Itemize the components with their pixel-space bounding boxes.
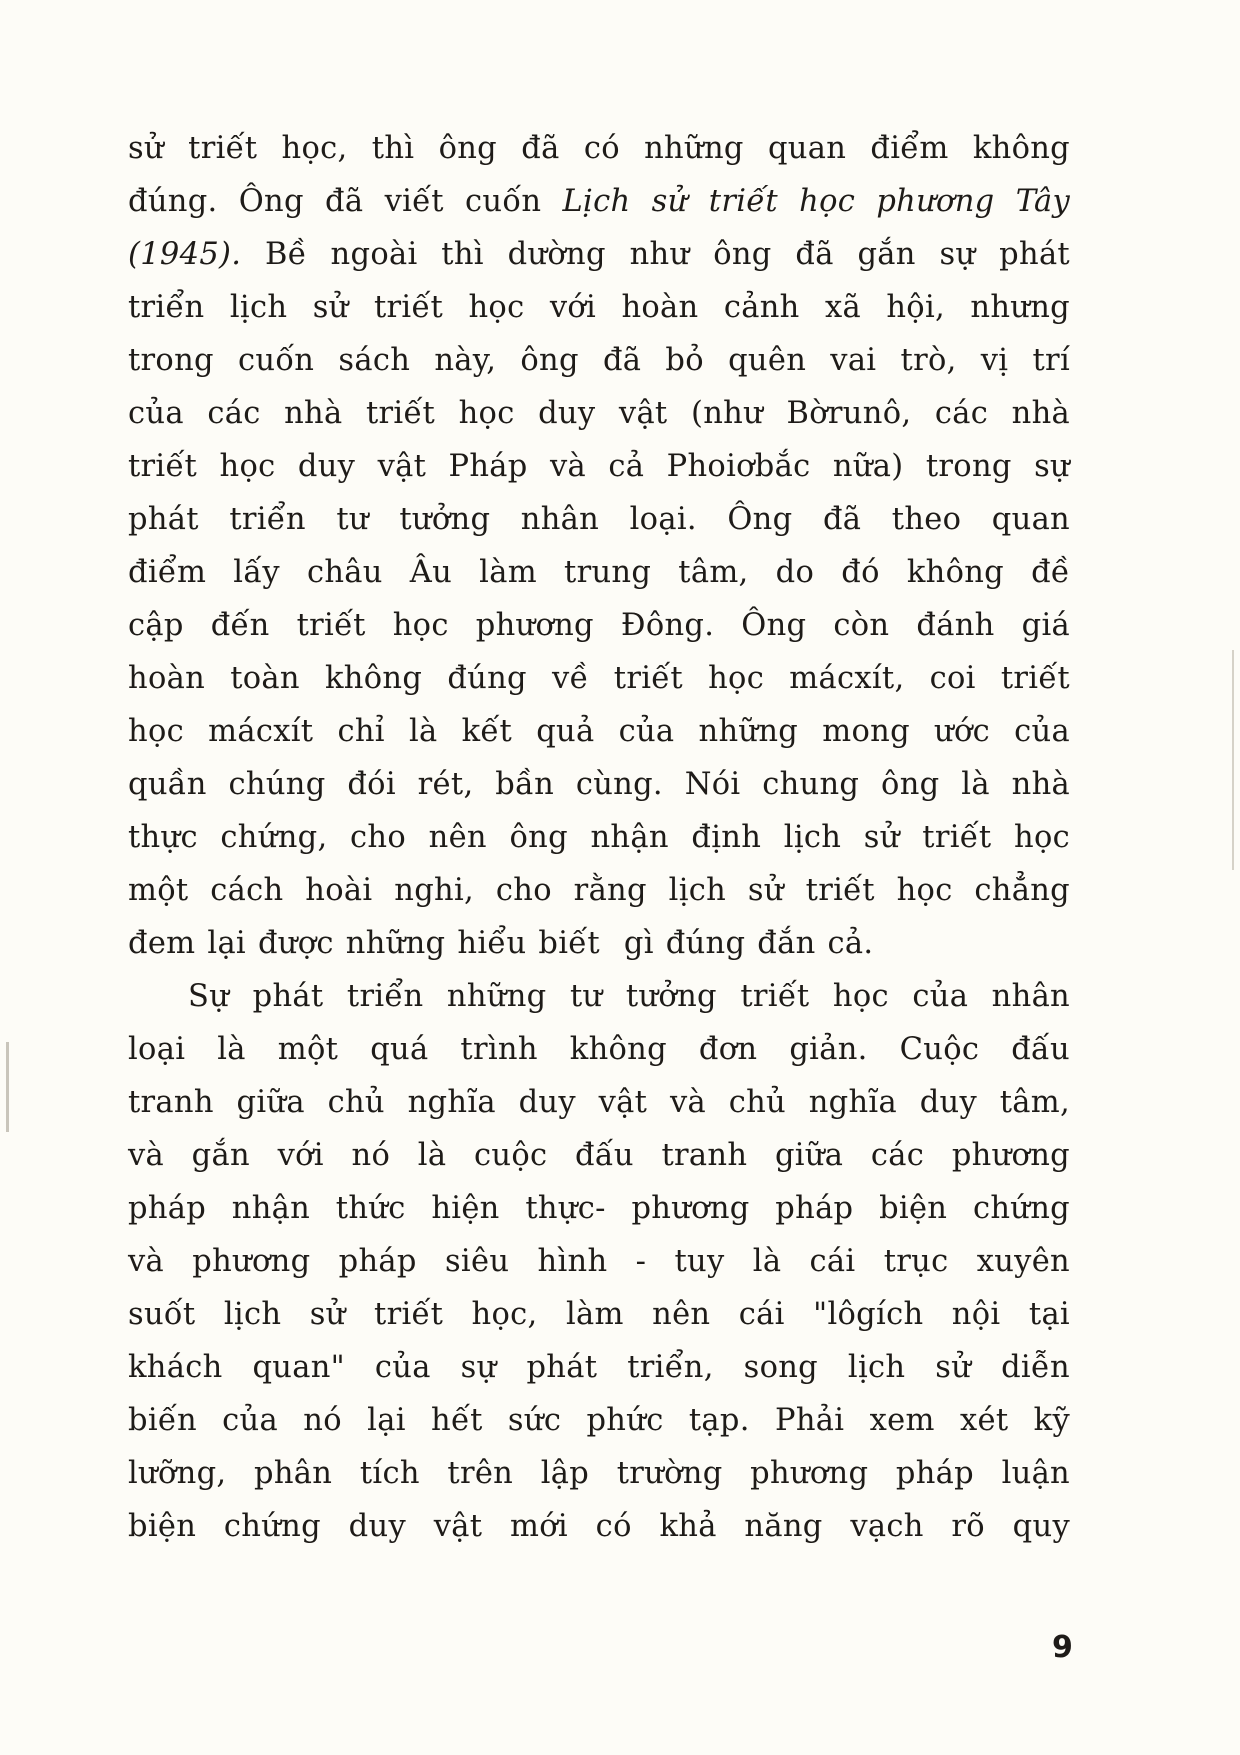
text-run: học mácxít chỉ là kết quả của những mong ước của [128, 714, 1070, 749]
text-run: khách quan" của sự phát triển, song lịch sử diễn [128, 1350, 1070, 1385]
text-run: biện chứng duy vật mới có khả năng vạch rõ quy [128, 1509, 1070, 1544]
text-run: biến của nó lại hết sức phức tạp. Phải xem xét kỹ [128, 1403, 1070, 1438]
text-line [128, 1500, 1070, 1553]
text-run: và gắn với nó là cuộc đấu tranh giữa các phương [128, 1138, 1070, 1173]
text-line [128, 599, 1070, 652]
text-line [128, 387, 1070, 440]
text-run: cập đến triết học phương Đông. Ông còn đánh giá [128, 608, 1070, 643]
text-line [128, 334, 1070, 387]
text-line [128, 1235, 1070, 1288]
text-run: Sự phát triển những tư tưởng triết học của nhân [188, 979, 1070, 1014]
text-line [128, 811, 1070, 864]
text-run: trong cuốn sách này, ông đã bỏ quên vai trò, vị trí [128, 343, 1070, 378]
text-run: tranh giữa chủ nghĩa duy vật và chủ nghĩa duy tâm, [128, 1085, 1070, 1120]
text-line [128, 1447, 1070, 1500]
text-line [128, 1023, 1070, 1076]
text-line [128, 970, 1070, 1023]
text-line [128, 440, 1070, 493]
text-run: của các nhà triết học duy vật (như Bờrunô, các nhà [128, 396, 1070, 431]
text-run: sử triết học, thì ông đã có những quan điểm không [128, 131, 1070, 166]
text-line [128, 652, 1070, 705]
text-run: thực chứng, cho nên ông nhận định lịch sử triết học [128, 820, 1070, 855]
scan-edge-mark-right [1232, 650, 1234, 870]
text-run: điểm lấy châu Âu làm trung tâm, do đó không đề [128, 555, 1070, 590]
text-run: Bề ngoài thì dường như ông đã gắn sự phát [241, 237, 1070, 272]
text-line [128, 758, 1070, 811]
text-run: hoàn toàn không đúng về triết học mácxít, coi triết [128, 661, 1070, 696]
italic-text: (1945). [128, 237, 242, 272]
text-line [128, 122, 1070, 175]
text-run: quần chúng đói rét, bần cùng. Nói chung ông là nhà [128, 767, 1070, 802]
text-line [128, 1288, 1070, 1341]
text-run: lưỡng, phân tích trên lập trường phương pháp luận [128, 1456, 1070, 1491]
text-line [128, 917, 1070, 970]
text-line [128, 864, 1070, 917]
text-line [128, 1182, 1070, 1235]
body-text [128, 122, 1070, 1553]
text-line [128, 1394, 1070, 1447]
text-run: phát triển tư tưởng nhân loại. Ông đã theo quan [128, 502, 1070, 537]
text-run: loại là một quá trình không đơn giản. Cuộc đấu [128, 1032, 1070, 1067]
scan-edge-mark [6, 1042, 9, 1132]
italic-text: Lịch sử triết học phương Tây [562, 184, 1070, 219]
page-number: 9 [1052, 1630, 1073, 1665]
text-run: pháp nhận thức hiện thực- phương pháp biện chứng [128, 1191, 1070, 1226]
text-line [128, 175, 1070, 228]
text-line [128, 228, 1070, 281]
text-line [128, 1129, 1070, 1182]
text-run: triển lịch sử triết học với hoàn cảnh xã hội, nhưng [128, 290, 1070, 325]
text-line [128, 705, 1070, 758]
text-line [128, 281, 1070, 334]
text-line [128, 493, 1070, 546]
text-line [128, 1076, 1070, 1129]
text-line [128, 1341, 1070, 1394]
text-run: suốt lịch sử triết học, làm nên cái "lôgích nội tại [128, 1297, 1070, 1332]
text-run: và phương pháp siêu hình - tuy là cái trục xuyên [128, 1244, 1070, 1279]
text-run: triết học duy vật Pháp và cả Phoiơbắc nữa) trong sự [128, 449, 1070, 484]
text-line [128, 546, 1070, 599]
text-run: đúng. Ông đã viết cuốn [128, 184, 563, 219]
text-run: một cách hoài nghi, cho rằng lịch sử triết học chẳng [128, 873, 1070, 908]
text-run: đem lại được những hiểu biết gì đúng đắn cả. [128, 926, 874, 961]
